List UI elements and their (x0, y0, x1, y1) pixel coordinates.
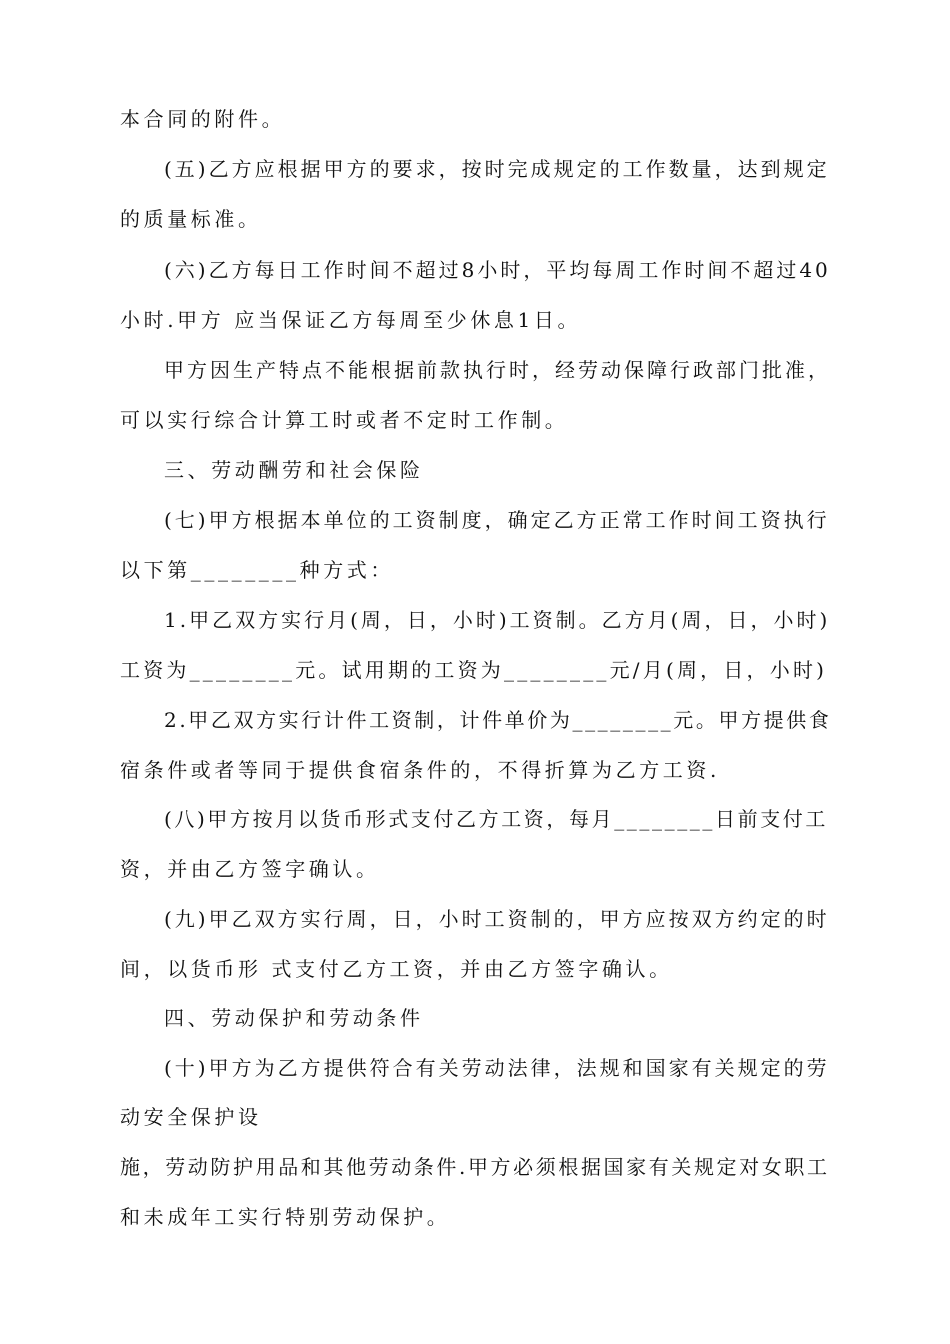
text-line: 的质量标准。 (120, 207, 262, 231)
clause-10-line: (十)甲方为乙方提供符合有关劳动法律，法规和国家有关规定的劳 (164, 1056, 830, 1080)
text-line: 本合同的附件。 (120, 107, 286, 131)
text-line: 施，劳动防护用品和其他劳动条件.甲方必须根据国家有关规定对女职工 (120, 1155, 830, 1179)
text-line: 可以实行综合计算工时或者不定时工作制。 (120, 408, 569, 432)
text-line: 以下第________种方式： (120, 558, 394, 582)
clause-7-line: (七)甲方根据本单位的工资制度，确定乙方正常工作时间工资执行 (164, 508, 830, 532)
clause-6-line: (六)乙方每日工作时间不超过8小时，平均每周工作时间不超过40 (164, 258, 831, 282)
item-1-line: 1.甲乙双方实行月(周，日，小时)工资制。乙方月(周，日，小时) (164, 608, 831, 632)
text-line: 宿条件或者等同于提供食宿条件的，不得折算为乙方工资. (120, 758, 720, 782)
text-line: 资，并由乙方签字确认。 (120, 857, 380, 881)
clause-8-line: (八)甲方按月以货币形式支付乙方工资，每月________日前支付工 (164, 807, 829, 831)
text-line: 间，以货币形 式支付乙方工资，并由乙方签字确认。 (120, 957, 673, 981)
text-line: 甲方因生产特点不能根据前款执行时，经劳动保障行政部门批准， (164, 358, 831, 382)
clause-5-line: (五)乙方应根据甲方的要求，按时完成规定的工作数量，达到规定 (164, 157, 830, 181)
text-line: 动安全保护设 (120, 1105, 262, 1129)
text-line: 小时.甲方 应当保证乙方每周至少休息1日。 (120, 308, 582, 332)
text-line: 和未成年工实行特别劳动保护。 (120, 1205, 451, 1229)
clause-9-line: (九)甲乙双方实行周，日，小时工资制的，甲方应按双方约定的时 (164, 907, 830, 931)
section-4-heading: 四、劳动保护和劳动条件 (164, 1006, 424, 1030)
section-3-heading: 三、劳动酬劳和社会保险 (164, 458, 424, 482)
text-line: 工资为________元。试用期的工资为________元/月(周，日，小时) (120, 658, 828, 682)
item-2-line: 2.甲乙双方实行计件工资制，计件单价为________元。甲方提供食 (164, 708, 832, 732)
